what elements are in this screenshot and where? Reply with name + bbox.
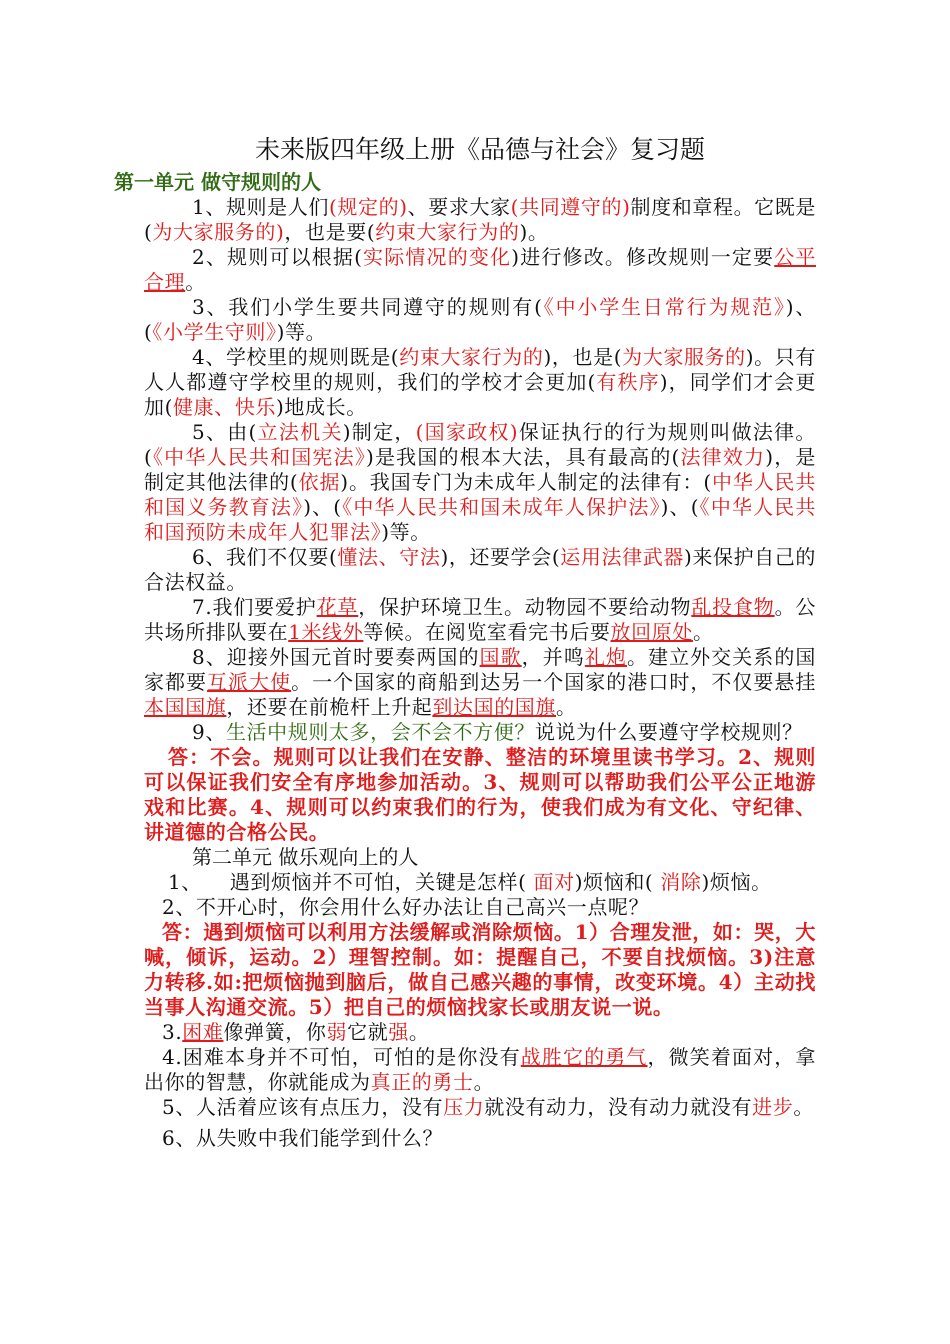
unit2-question-6: 6、从失败中我们能学到什么？ <box>162 1126 444 1150</box>
question-3: 3、我们小学生要共同遵守的规则有(《中小学生日常行为规范》)、(《小学生守则》)等。 <box>144 295 817 344</box>
unit2-question-5: 5、人活着应该有点压力，没有压力就没有动力，没有动力就没有进步。 <box>162 1095 814 1119</box>
question-7: 7.我们要爱护花草，保护环境卫生。动物园不要给动物乱投食物。公共场所排队要在1米线外等候。在阅览室看完书后要放回原处。 <box>144 595 817 644</box>
question-1: 1、规则是人们(规定的)、要求大家(共同遵守的)制度和章程。它既是(为大家服务的)，也是要(约束大家行为的)。 <box>144 195 816 244</box>
answer-9: 答：不会。规则可以让我们在安静、整洁的环境里读书学习。2、规则可以保证我们安全有序地参加活动。3、规则可以帮助我们公平公正地游戏和比赛。4、规则可以约束我们的行为，使我们成为有文化、守纪律、讲道德的合格公民。 <box>144 745 816 844</box>
unit2-question-1: 1、 遇到烦恼并不可怕，关键是怎样( 面对)烦恼和( 消除)烦恼。 <box>168 870 772 894</box>
unit-1-heading: 第一单元 做守规则的人 <box>114 170 321 194</box>
unit2-question-2: 2、不开心时，你会用什么好办法让自己高兴一点呢？ <box>162 895 650 919</box>
question-9: 9、生活中规则太多，会不会不方便？说说为什么要遵守学校规则？ <box>192 720 803 744</box>
document-page <box>114 130 817 1151</box>
question-4: 4、学校里的规则既是(约束大家行为的)，也是(为大家服务的)。只有人人都遵守学校里的规则，我们的学校才会更加(有秩序)，同学们才会更加(健康、快乐)地成长。 <box>144 345 816 419</box>
question-8: 8、迎接外国元首时要奏两国的国歌，并鸣礼炮。建立外交关系的国家都要互派大使。一个国家的商船到达另一个国家的港口时，不仅要悬挂本国国旗，还要在前桅杆上升起到达国的国旗。 <box>144 645 817 719</box>
question-6: 6、我们不仅要(懂法、守法)，还要学会(运用法律武器)来保护自己的合法权益。 <box>144 545 816 594</box>
question-2: 2、规则可以根据(实际情况的变化)进行修改。修改规则一定要公平合理。 <box>144 245 817 294</box>
unit2-question-4: 4.困难本身并不可怕，可怕的是你没有战胜它的勇气，微笑着面对，拿出你的智慧，你就能成为真正的勇士。 <box>144 1045 816 1094</box>
unit2-answer-2: 答：遇到烦恼可以利用方法缓解或消除烦恼。1）合理发泄，如：哭，大喊，倾诉，运动。2）理智控制。如：提醒自己，不要自找烦恼。3)注意力转移.如:把烦恼抛到脑后，做自己感兴趣的事情，改变环境。4）主动找当事人沟通交流。5）把自己的烦恼找家长或朋友说一说。 <box>144 920 816 1019</box>
question-5: 5、由(立法机关)制定，(国家政权)保证执行的行为规则叫做法律。(《中华人民共和国宪法》)是我国的根本大法，具有最高的(法律效力)，是制定其他法律的(依据)。我国专门为未成年人制定的法律有：(中华人民共和国义务教育法》)、(《中华人民共和国未成年人保护法》)、(《中华人民共和国预防未成年人犯罪法》)等。 <box>144 420 817 544</box>
unit2-question-3: 3.困难像弹簧，你弱它就强。 <box>162 1020 430 1044</box>
unit-2-heading: 第二单元 做乐观向上的人 <box>192 845 419 869</box>
page-title: 未来版四年级上册《品德与社会》复习题 <box>254 135 705 164</box>
